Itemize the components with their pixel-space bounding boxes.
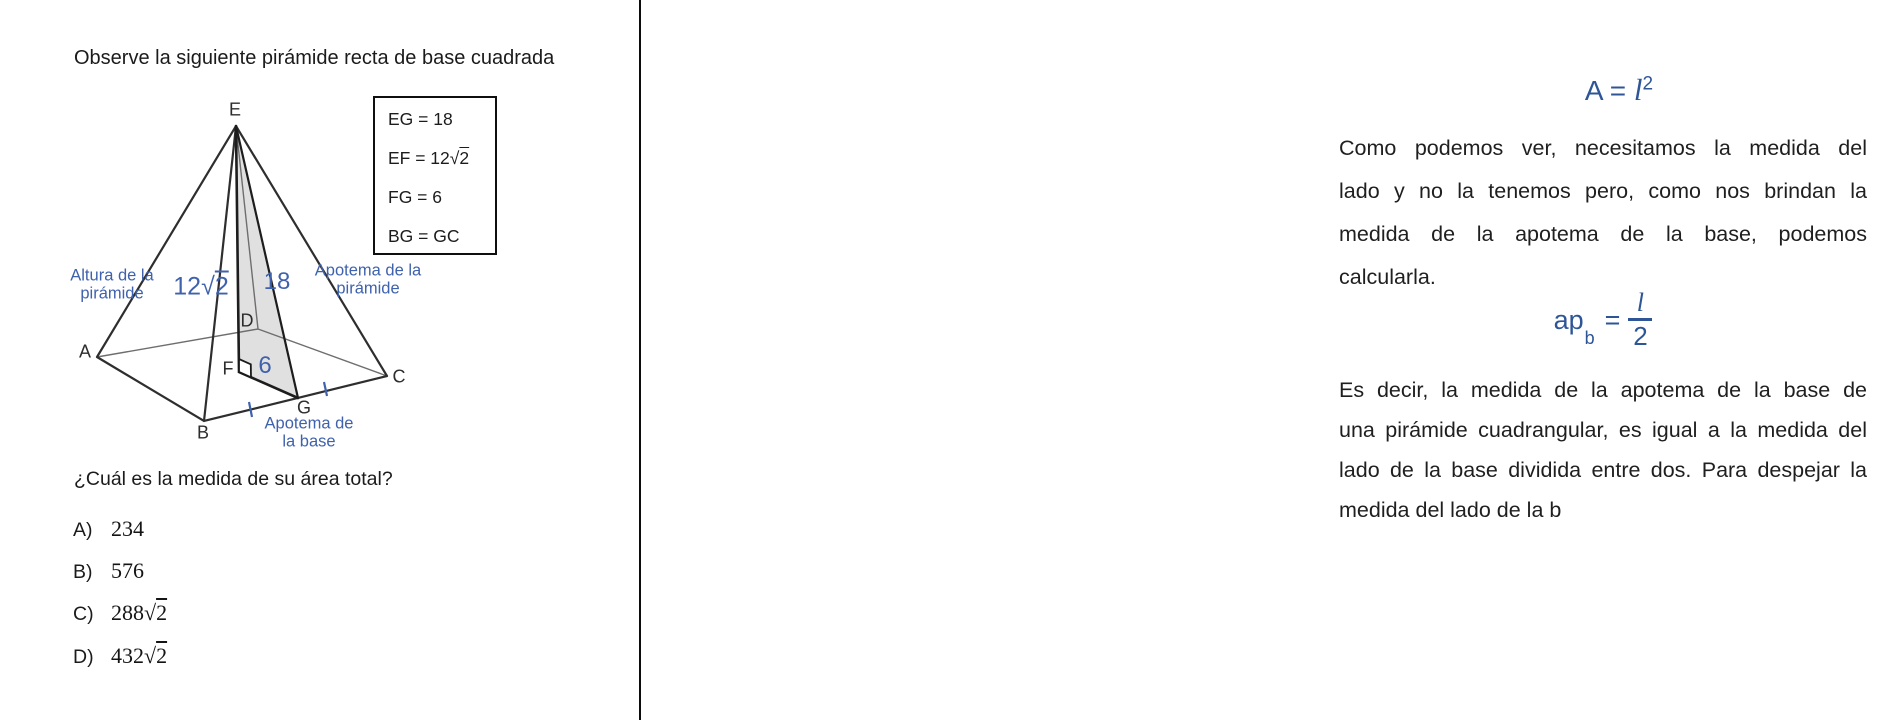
exponent: 2	[1642, 73, 1654, 95]
vertex-label-C: C	[392, 366, 406, 387]
base-apothem-value-label: 6	[258, 352, 272, 379]
question-text: ¿Cuál es la medida de su área total?	[74, 468, 393, 490]
given-data-box	[373, 96, 497, 255]
option-d	[73, 643, 167, 669]
explanation-paragraph-2: Es decir, la medida de la apotema de la base de una pirámide cuadrangular, es igual a la medida del lado de la base dividida entre dos. Para despejar la medida del lado de la b	[1339, 378, 1867, 522]
problem-panel	[0, 0, 639, 720]
explanation-paragraph-1: Como podemos ver, necesitamos la medida del lado y no la tenemos pero, como nos brindan la medida de la apotema de la base, podemos calcularla.	[1339, 136, 1867, 289]
vertex-label-G: G	[296, 397, 312, 418]
fraction	[1628, 289, 1652, 351]
option-label: C)	[73, 603, 94, 625]
subscript-b: b	[1584, 328, 1595, 348]
given-row: EG = 18	[388, 109, 453, 129]
caption-base-apothem: Apotema de la base	[264, 414, 354, 450]
vertex-label-A: A	[78, 341, 92, 362]
caption-pyramid-height: Altura de la pirámide	[70, 266, 154, 302]
fraction-numerator: l	[1636, 288, 1645, 317]
variable-l: l	[1633, 72, 1643, 107]
vertex-label-B: B	[196, 422, 210, 443]
option-b	[73, 558, 144, 584]
option-value: 288√2	[111, 600, 168, 625]
given-row: FG = 6	[388, 187, 442, 207]
vertex-label-D: D	[240, 310, 254, 331]
option-value: 576	[111, 558, 144, 583]
fraction-denominator: 2	[1633, 321, 1648, 351]
given-row: EF = 12√2	[388, 148, 470, 168]
vertex-label-F: F	[222, 358, 234, 379]
problem-title: Observe la siguiente pirámide recta de base cuadrada	[74, 47, 555, 69]
option-value: 234	[111, 516, 144, 541]
option-c	[73, 600, 167, 626]
option-label: D)	[73, 646, 94, 668]
option-value: 432√2	[111, 643, 168, 668]
area-formula: $A = l^2$	[1584, 72, 1654, 107]
given-row: BG = GC	[388, 226, 460, 246]
caption-pyramid-apothem: Apotema de la pirámide	[314, 261, 422, 297]
option-label: B)	[73, 561, 93, 583]
option-label: A)	[73, 519, 93, 541]
slant-value-label: 18	[263, 268, 291, 295]
base-apothem-formula: ap b = $\frac{l}{2}$	[1339, 289, 1867, 351]
option-a	[73, 516, 144, 542]
vertex-label-E: E	[228, 99, 242, 120]
height-value-label: 12√2	[173, 272, 229, 301]
explanation-panel	[641, 0, 1867, 720]
